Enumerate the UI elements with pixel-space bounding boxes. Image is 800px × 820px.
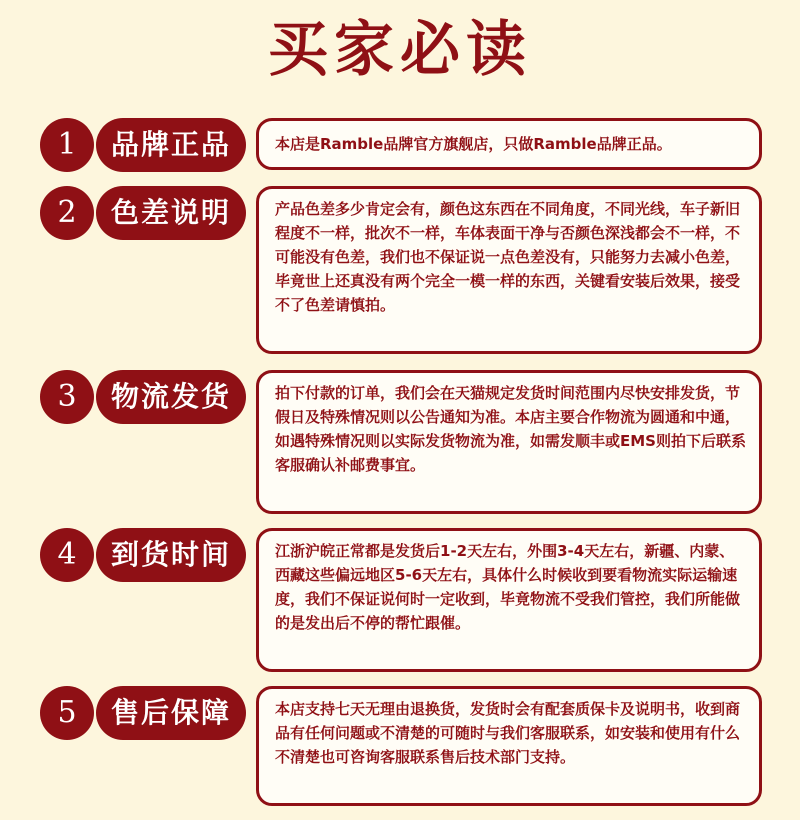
section-label: 品牌正品 (96, 118, 246, 172)
section-number: 5 (40, 686, 94, 740)
section-number: 4 (40, 528, 94, 582)
section-number: 2 (40, 186, 94, 240)
section-text: 产品色差多少肯定会有，颜色这东西在不同角度，不同光线，车子新旧程度不一样，批次不一样，车体表面干净与否颜色深浅都会不一样，不可能没有色差，我们也不保证说一点色差没有，只能努力去减小色差，毕竟世上还真没有两个完全一模一样的东西，关键看安装后效果，接受不了色差请慎拍。 (275, 200, 741, 314)
section-number: 1 (40, 118, 94, 172)
section-label: 售后保障 (96, 686, 246, 740)
section-text-box (256, 118, 762, 170)
section-label: 到货时间 (96, 528, 246, 582)
page-title: 买家必读 (268, 15, 532, 85)
section-number: 3 (40, 370, 94, 424)
section-text: 拍下付款的订单，我们会在天猫规定发货时间范围内尽快安排发货，节假日及特殊情况则以公告通知为准。本店主要合作物流为圆通和中通，如遇特殊情况则以实际发货物流为准，如需发顺丰或EMS则拍下后联系客服确认补邮费事宜。 (275, 384, 746, 474)
section-text: 本店是Ramble品牌官方旗舰店，只做Ramble品牌正品。 (275, 135, 672, 153)
section-text-box (256, 528, 762, 672)
section-text: 本店支持七天无理由退换货，发货时会有配套质保卡及说明书，收到商品有任何问题或不清楚的可随时与我们客服联系，如安装和使用有什么不清楚也可咨询客服联系售后技术部门支持。 (275, 700, 741, 766)
section-label: 色差说明 (96, 186, 246, 240)
section-text-box (256, 686, 762, 806)
section-text-box (256, 186, 762, 354)
section-text: 江浙沪皖正常都是发货后1-2天左右，外围3-4天左右，新疆、内蒙、西藏这些偏远地区5-6天左右，具体什么时候收到要看物流实际运输速度，我们不保证说何时一定收到，毕竟物流不受我们管控，我们所能做的是发出后不停的帮忙跟催。 (275, 542, 741, 632)
section-text-box (256, 370, 762, 514)
section-label: 物流发货 (96, 370, 246, 424)
